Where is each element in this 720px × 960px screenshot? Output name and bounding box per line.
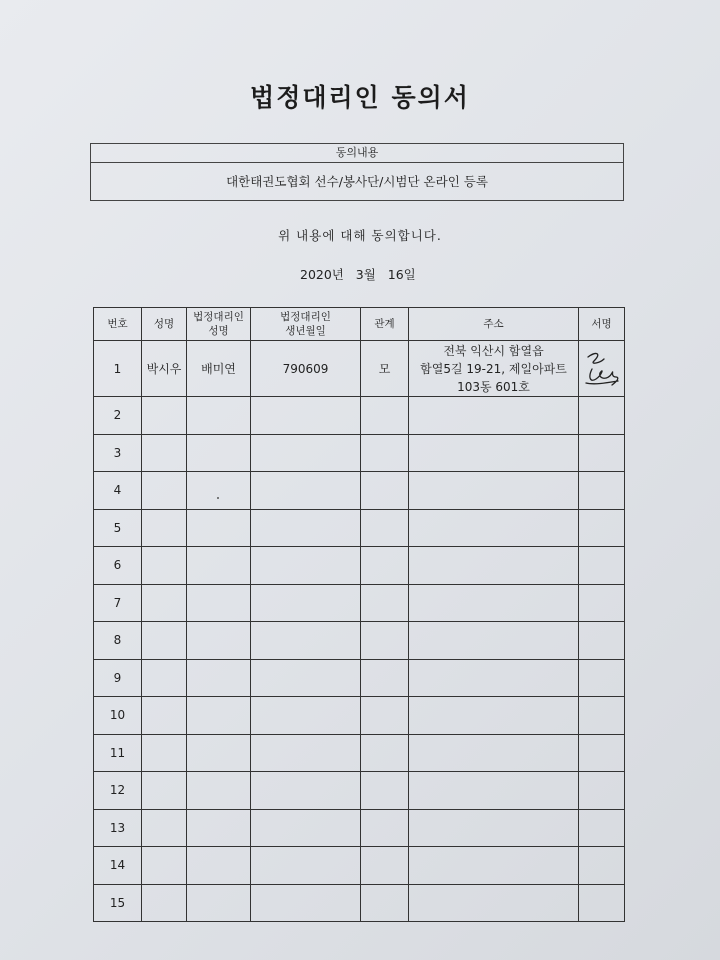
cell-address xyxy=(409,622,579,660)
cell-name xyxy=(142,547,187,585)
address-line: 전북 익산시 함열읍 xyxy=(443,343,544,358)
cell-no: 14 xyxy=(94,847,142,885)
cell-no: 9 xyxy=(94,659,142,697)
cell-guardian-birth xyxy=(251,809,361,847)
header-address: 주소 xyxy=(409,308,579,341)
cell-signature xyxy=(579,697,625,735)
cell-signature xyxy=(579,622,625,660)
cell-address xyxy=(409,697,579,735)
cell-relation xyxy=(361,434,409,472)
table-row xyxy=(94,472,625,510)
consent-content-box xyxy=(90,143,624,201)
cell-address xyxy=(409,434,579,472)
cell-signature xyxy=(579,734,625,772)
cell-guardian-birth xyxy=(251,734,361,772)
cell-address xyxy=(409,772,579,810)
cell-no: 12 xyxy=(94,772,142,810)
paper-speck xyxy=(217,497,219,499)
table-row xyxy=(94,509,625,547)
cell-guardian-birth xyxy=(251,697,361,735)
cell-guardian-birth xyxy=(251,584,361,622)
cell-address xyxy=(409,397,579,435)
table-row xyxy=(94,809,625,847)
cell-name: 박시우 xyxy=(142,341,187,397)
cell-name xyxy=(142,809,187,847)
cell-signature xyxy=(579,884,625,922)
document-date: 2020년 3월 16일 xyxy=(300,267,416,282)
cell-guardian-birth xyxy=(251,659,361,697)
cell-relation xyxy=(361,847,409,885)
cell-relation xyxy=(361,622,409,660)
table-row xyxy=(94,434,625,472)
address-line: 함열5길 19-21, 제일아파트 xyxy=(420,361,567,376)
header-guardian-name: 법정대리인 성명 xyxy=(187,308,251,341)
cell-address xyxy=(409,847,579,885)
cell-name xyxy=(142,397,187,435)
table-header-row xyxy=(94,308,625,341)
cell-relation xyxy=(361,397,409,435)
cell-no: 4 xyxy=(94,472,142,510)
cell-no: 6 xyxy=(94,547,142,585)
cell-relation xyxy=(361,547,409,585)
cell-no: 10 xyxy=(94,697,142,735)
cell-guardian-name xyxy=(187,434,251,472)
table-row xyxy=(94,584,625,622)
cell-address xyxy=(409,809,579,847)
document-title: 법정대리인 동의서 xyxy=(250,83,470,112)
table-row xyxy=(94,884,625,922)
cell-guardian-birth xyxy=(251,547,361,585)
agreement-statement: 위 내용에 대해 동의합니다. xyxy=(278,228,442,243)
cell-guardian-name xyxy=(187,847,251,885)
cell-signature xyxy=(579,847,625,885)
cell-guardian-name xyxy=(187,697,251,735)
cell-no: 13 xyxy=(94,809,142,847)
cell-address xyxy=(409,341,579,397)
cell-guardian-birth xyxy=(251,772,361,810)
cell-name xyxy=(142,772,187,810)
cell-guardian-name xyxy=(187,509,251,547)
cell-signature xyxy=(579,434,625,472)
cell-name xyxy=(142,847,187,885)
table-row xyxy=(94,659,625,697)
cell-name xyxy=(142,734,187,772)
header-signature: 서명 xyxy=(579,308,625,341)
cell-address xyxy=(409,547,579,585)
cell-guardian-name xyxy=(187,884,251,922)
cell-guardian-name xyxy=(187,622,251,660)
table-row xyxy=(94,547,625,585)
cell-guardian-name xyxy=(187,584,251,622)
cell-relation: 모 xyxy=(361,341,409,397)
cell-no: 8 xyxy=(94,622,142,660)
cell-name xyxy=(142,434,187,472)
cell-guardian-birth xyxy=(251,884,361,922)
cell-name xyxy=(142,622,187,660)
cell-no: 7 xyxy=(94,584,142,622)
cell-signature xyxy=(579,659,625,697)
cell-guardian-name xyxy=(187,547,251,585)
cell-name xyxy=(142,697,187,735)
cell-name xyxy=(142,659,187,697)
cell-relation xyxy=(361,659,409,697)
header-guardian-birth: 법정대리인 생년월일 xyxy=(251,308,361,341)
cell-no: 2 xyxy=(94,397,142,435)
address-line: 103동 601호 xyxy=(457,379,530,394)
cell-address xyxy=(409,884,579,922)
cell-relation xyxy=(361,884,409,922)
cell-signature xyxy=(579,547,625,585)
consent-content-header: 동의내용 xyxy=(91,144,623,163)
cell-address xyxy=(409,472,579,510)
cell-address xyxy=(409,734,579,772)
table-row xyxy=(94,734,625,772)
cell-guardian-birth xyxy=(251,434,361,472)
cell-guardian-name xyxy=(187,734,251,772)
cell-no: 5 xyxy=(94,509,142,547)
cell-guardian-name xyxy=(187,659,251,697)
cell-no: 11 xyxy=(94,734,142,772)
cell-relation xyxy=(361,509,409,547)
cell-signature xyxy=(579,341,625,397)
header-relation: 관계 xyxy=(361,308,409,341)
cell-no: 1 xyxy=(94,341,142,397)
cell-guardian-name xyxy=(187,472,251,510)
cell-signature xyxy=(579,397,625,435)
consent-content-text: 대한태권도협회 선수/봉사단/시범단 온라인 등록 xyxy=(226,174,488,189)
cell-relation xyxy=(361,584,409,622)
cell-name xyxy=(142,509,187,547)
cell-name xyxy=(142,472,187,510)
cell-signature xyxy=(579,509,625,547)
cell-signature xyxy=(579,809,625,847)
cell-relation xyxy=(361,734,409,772)
cell-guardian-name xyxy=(187,809,251,847)
cell-guardian-birth xyxy=(251,622,361,660)
cell-name xyxy=(142,584,187,622)
cell-guardian-birth xyxy=(251,847,361,885)
table-row xyxy=(94,772,625,810)
cell-relation xyxy=(361,772,409,810)
cell-guardian-name xyxy=(187,397,251,435)
handwritten-signature xyxy=(582,347,622,391)
cell-name xyxy=(142,884,187,922)
header-name: 성명 xyxy=(142,308,187,341)
cell-guardian-birth xyxy=(251,509,361,547)
cell-signature xyxy=(579,584,625,622)
cell-no: 15 xyxy=(94,884,142,922)
cell-address xyxy=(409,584,579,622)
cell-address xyxy=(409,509,579,547)
cell-relation xyxy=(361,809,409,847)
cell-relation xyxy=(361,697,409,735)
cell-guardian-birth xyxy=(251,472,361,510)
table-row xyxy=(94,697,625,735)
table-row xyxy=(94,341,625,397)
cell-guardian-name xyxy=(187,772,251,810)
cell-signature xyxy=(579,472,625,510)
header-no: 번호 xyxy=(94,308,142,341)
table-row xyxy=(94,397,625,435)
guardian-consent-table xyxy=(93,307,625,922)
cell-address xyxy=(409,659,579,697)
cell-relation xyxy=(361,472,409,510)
cell-guardian-birth: 790609 xyxy=(251,341,361,397)
cell-guardian-name: 배미연 xyxy=(187,341,251,397)
table-row xyxy=(94,622,625,660)
cell-signature xyxy=(579,772,625,810)
cell-guardian-birth xyxy=(251,397,361,435)
table-row xyxy=(94,847,625,885)
cell-no: 3 xyxy=(94,434,142,472)
